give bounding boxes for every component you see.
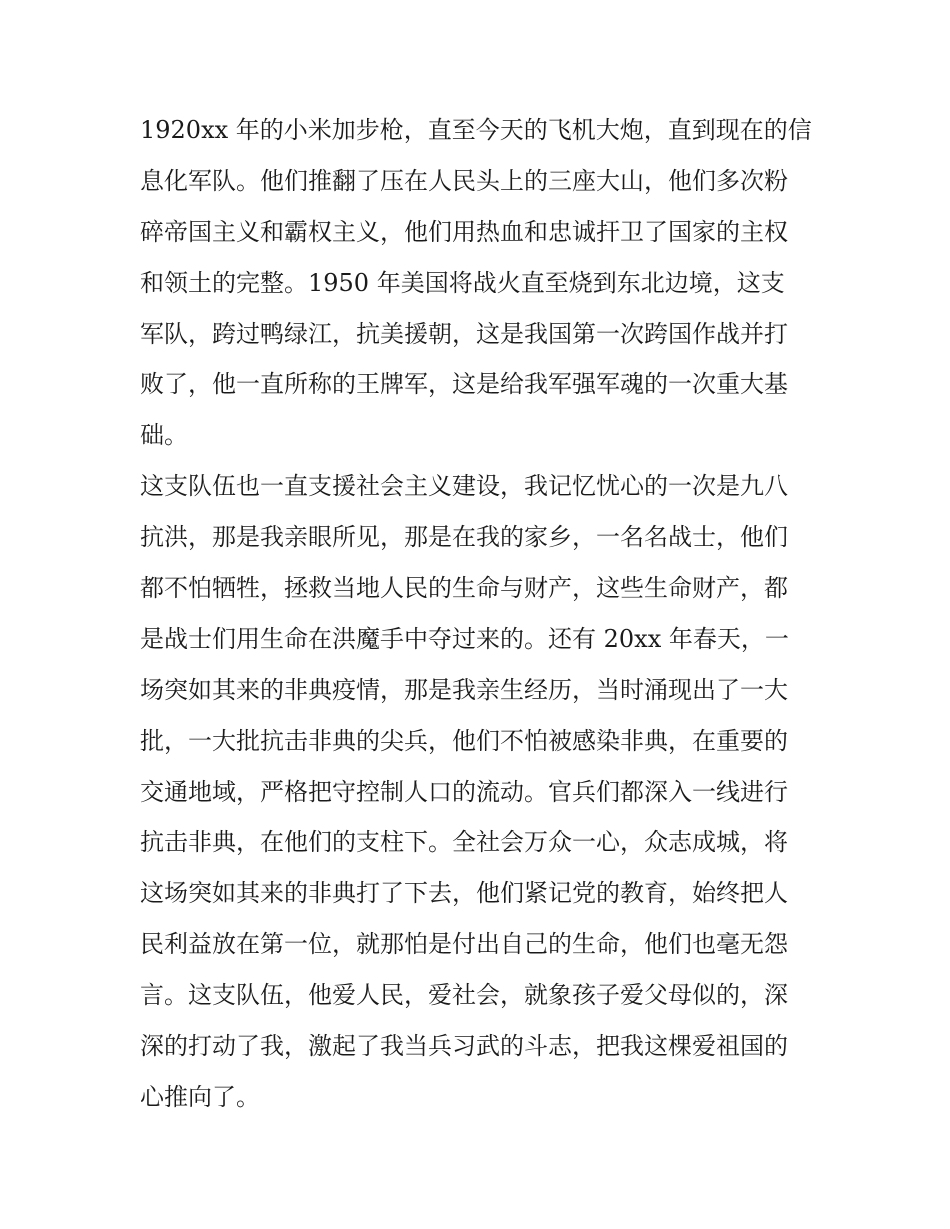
text-line: 这场突如其来的非典打了下去，他们紧记党的教育，始终把人 <box>140 879 788 908</box>
text-line: 抗击非典，在他们的支柱下。全社会万众一心，众志成城，将 <box>140 828 788 857</box>
text-line: 都不怕牺牲，拯救当地人民的生命与财产，这些生命财产，都 <box>140 574 788 603</box>
text-line: 军队，跨过鸭绿江，抗美援朝，这是我国第一次跨国作战并打 <box>140 319 788 348</box>
text-line: 这支队伍也一直支援社会主义建设，我记忆忧心的一次是九八 <box>140 472 788 501</box>
text-line: 心推向了。 <box>140 1082 260 1111</box>
text-line: 碎帝国主义和霸权主义，他们用热血和忠诚扞卫了国家的主权 <box>140 217 788 246</box>
text-line: 息化军队。他们推翻了压在人民头上的三座大山，他们多次粉 <box>140 166 788 195</box>
text-line: 础。 <box>140 421 188 450</box>
text-line: 抗洪，那是我亲眼所见，那是在我的家乡，一名名战士，他们 <box>140 523 788 552</box>
document-body <box>140 105 820 1123</box>
text-line: 和领土的完整。1950 年美国将战火直至烧到东北边境，这支 <box>140 268 785 297</box>
text-line: 言。这支队伍，他爱人民，爱社会，就象孩子爱父母似的，深 <box>140 981 788 1010</box>
text-line: 批，一大批抗击非典的尖兵，他们不怕被感染非典，在重要的 <box>140 726 788 755</box>
text-line: 民利益放在第一位，就那怕是付出自己的生命，他们也毫无怨 <box>140 930 788 959</box>
text-line: 败了，他一直所称的王牌军，这是给我军强军魂的一次重大基 <box>140 370 788 399</box>
text-line: 交通地域，严格把守控制人口的流动。官兵们都深入一线进行 <box>140 777 788 806</box>
text-line: 深的打动了我，激起了我当兵习武的斗志，把我这棵爱祖国的 <box>140 1032 788 1061</box>
text-line: 1920xx 年的小米加步枪，直至今天的飞机大炮，直到现在的信 <box>140 116 812 144</box>
text-line: 场突如其来的非典疫情，那是我亲生经历，当时涌现出了一大 <box>140 675 788 704</box>
text-line: 是战士们用生命在洪魔手中夺过来的。还有 20xx 年春天，一 <box>140 624 789 653</box>
